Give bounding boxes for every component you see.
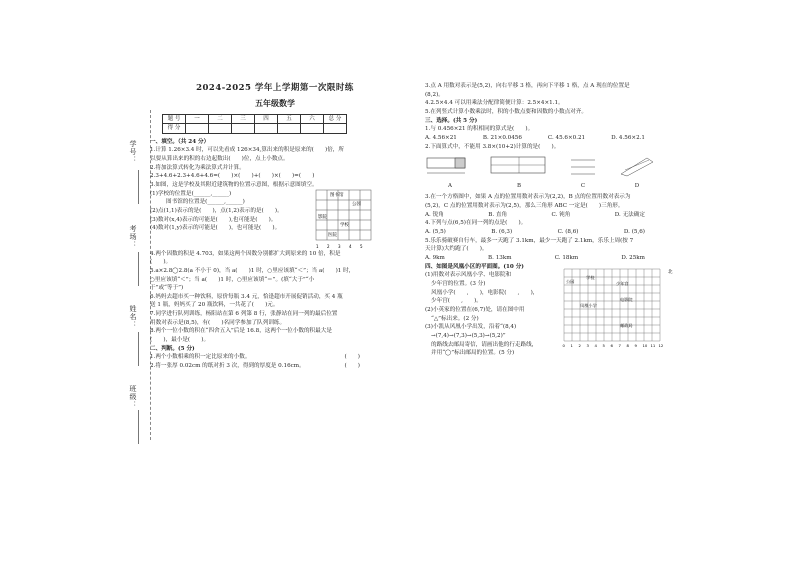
- north-arrow-label: 北: [668, 270, 673, 276]
- q3-part-1b: 图书馆的位置是(______,______): [166, 199, 245, 206]
- exam-title: 2024-2025 学年上学期第一次限时练: [196, 83, 354, 93]
- grid-axis-tick: 6: [610, 343, 613, 349]
- score-header-cell: 一: [186, 114, 209, 124]
- grid-axis-tick: 9: [634, 343, 637, 349]
- score-header-cell: 三: [232, 114, 255, 124]
- choice-1-option-a[interactable]: A. 4.56×21: [425, 134, 457, 141]
- section-choice: 三、选择。(共 5 分): [425, 117, 478, 124]
- question-4-cont: ( )。: [150, 259, 172, 266]
- map-axis-5: 5: [360, 243, 363, 249]
- map-hospital: 医院: [328, 232, 337, 238]
- q3-part-4: (4)数对(1,y)表示的可能是( )，也可能是( )。: [150, 225, 281, 232]
- choice-5-options: [425, 254, 675, 263]
- choice-4-option-c[interactable]: C. (8,6): [557, 229, 579, 236]
- map-axis-3: 3: [338, 243, 341, 249]
- map-library: 图书馆: [330, 192, 344, 198]
- judge-2-answer[interactable]: ( ): [344, 363, 360, 370]
- grid-axis-tick: 2: [578, 343, 581, 349]
- score-header-cell: 二: [209, 114, 232, 124]
- choice-5-option-b[interactable]: B. 13km: [488, 255, 512, 262]
- score-row-label: 得 分: [163, 124, 186, 134]
- score-cell[interactable]: [278, 124, 301, 134]
- judge-1-answer[interactable]: ( ): [344, 354, 360, 361]
- judge-3: 3.点 A 用数对表示是(5,2)，向右平移 3 格，再向下平移 1 格，点 A 现在的位置是: [425, 83, 630, 89]
- grid-axis-tick: 11: [650, 343, 656, 349]
- map-part-1d: 少年宫( , )。: [431, 298, 482, 305]
- left-column: [150, 82, 400, 371]
- figure-c-diagram: [563, 154, 603, 178]
- choice-1: 1.与 0.456×21 的积相同的算式是( )。: [425, 126, 534, 133]
- figure-b-label: B: [516, 182, 522, 189]
- score-cell[interactable]: [232, 124, 255, 134]
- name-label: 姓名：: [129, 305, 137, 329]
- judge-2: [150, 362, 400, 371]
- question-2: 2.将加法算式转化为乘法算式并计算。: [150, 164, 245, 171]
- score-cell[interactable]: [301, 124, 324, 134]
- choice-2-figure-d[interactable]: [617, 154, 657, 190]
- choice-3-option-a[interactable]: A. 锐角: [425, 211, 444, 218]
- grid-label-post-office: 邮政局: [620, 323, 633, 329]
- score-cell[interactable]: [255, 124, 278, 134]
- judge-3-cont: (8,2)。: [425, 91, 444, 98]
- map-part-1: (1)用数对表示风凰小学、电影院和: [425, 272, 512, 279]
- section-judge: 二、判断。(5 分): [150, 345, 195, 352]
- choice-1-options: [425, 134, 675, 143]
- score-header-cell: 四: [255, 114, 278, 124]
- figure-d-diagram: [617, 154, 657, 178]
- figure-a-label: A: [448, 182, 452, 189]
- choice-1-option-d[interactable]: D. 4.56×2.1: [611, 134, 645, 141]
- choice-5-option-a[interactable]: A. 9km: [425, 255, 445, 262]
- score-header-cell: 五: [278, 114, 301, 124]
- name-field[interactable]: [138, 332, 139, 366]
- grid-axis-tick: 0: [562, 343, 565, 349]
- grid-axis-tick: 8: [626, 343, 629, 349]
- choice-2: 2.下面算式中，不能用 3.8×(10+2)计算的是( )。: [425, 143, 560, 150]
- question-8-cont: ( )，最小是( )。: [150, 337, 210, 344]
- q3-part-2: (2)点(1,1)表示的是( )，点(1,2)表示的是( )。: [150, 207, 283, 214]
- choice-4-option-b[interactable]: B. (6,3): [491, 229, 513, 236]
- map-part-3c: 的路线去邮局寄信，请画出他的行走路线，: [431, 341, 538, 348]
- question-2-expr: 2.3+4.6+2.3+4.6+4.6=( )×( )+( )×( )=( ): [150, 173, 315, 180]
- question-3: 3.如图，这是学校及其附近建筑物的位置示意图，根据示意图填空。: [150, 181, 318, 188]
- grid-label-park: 公园: [566, 279, 575, 285]
- campus-map: [308, 186, 378, 252]
- section-fill-in: 一、填空。（共 24 分）: [150, 138, 210, 145]
- choice-3-cont: (5,2)，C 点的位置用数对表示为(2,5)，那么三角形 ABC 一定是( )三角形。: [425, 203, 624, 210]
- map-part-1c: 风凰小学( , )，电影院( , )，: [431, 289, 539, 296]
- choice-2-figure-b[interactable]: [489, 154, 549, 190]
- choice-2-figure-a[interactable]: [425, 154, 475, 190]
- question-5-cont2: 于”或“等于”): [150, 285, 184, 292]
- choice-3-options: [425, 211, 675, 220]
- question-7-cont: 用数对表示是(8,5)，有( )名同学参加了队列训练。: [150, 319, 286, 326]
- class-label: 班级：: [129, 385, 137, 409]
- right-column: [425, 82, 675, 361]
- grid-axis-tick: 1: [570, 343, 573, 349]
- map-part-3b: →(7,4)→(7,3)→(5,3)→(5,2)”: [431, 332, 506, 339]
- map-part-1b: 少年宫的位置。(3 分): [431, 280, 486, 287]
- choice-3-option-d[interactable]: D. 无法确定: [614, 211, 645, 218]
- class-field[interactable]: [138, 410, 139, 444]
- question-6: 6.妈妈去超市买一种饮料，原价每瓶 3.4 元，恰逢超市开展促销活动，买 4 瓶: [150, 293, 343, 300]
- exam-room-field[interactable]: [138, 252, 139, 286]
- choice-1-option-b[interactable]: B. 21×0.0456: [482, 134, 522, 141]
- choice-5-option-d[interactable]: D. 25km: [621, 255, 645, 262]
- question-1-cont: 以要从算出来的积的右边起数出( )位，点上小数点。: [150, 155, 289, 162]
- q3-part-1: (1)学校的位置是(______,______): [150, 190, 232, 197]
- choice-4: 4.下列与点(6,5)在同一列的点是( )。: [425, 220, 527, 227]
- map-axis-4: 4: [349, 243, 352, 249]
- choice-5: 5.乐乐骑破赛自行车，最多一天跑了 3.1km，最少一天跑了 2.1km，乐乐上周(按 7: [425, 237, 634, 244]
- judge-4: 4.2.5×4.4 可以用乘法分配律简便计算：2.5×4×1.1。: [425, 100, 564, 107]
- choice-3-option-c[interactable]: C. 钝角: [551, 211, 571, 218]
- question-6-cont: 送 1 瓶，妈妈买了 20 瓶饮料，一共花了( )元。: [150, 302, 279, 309]
- score-cell[interactable]: [324, 124, 347, 134]
- score-table: [162, 114, 347, 134]
- exam-room-label: 考场：: [129, 225, 137, 249]
- community-grid-map[interactable]: [560, 265, 678, 349]
- q3-part-3: (3)数对(x,4)表示的可能是( ),也可能是( )。: [150, 216, 277, 223]
- question-3-block: [150, 190, 400, 250]
- grid-label-cinema: 电影院: [620, 297, 633, 303]
- map-school: 学校: [340, 222, 349, 228]
- judge-1: [150, 353, 400, 362]
- map-part-3d: 并用“◯”标出邮局的位置。(5 分): [431, 350, 515, 357]
- choice-4-option-d[interactable]: D. (5,6): [623, 229, 645, 236]
- score-header-cell: 六: [301, 114, 324, 124]
- judge-2-text: 2.将一张厚 0.02cm 的纸对折 3 次，得到的厚度是 0.16cm。: [150, 363, 305, 370]
- judge-1-text: 1.两个小数相乘的积一定比原来的小数。: [150, 354, 251, 361]
- score-cell[interactable]: [186, 124, 209, 134]
- score-cell[interactable]: [209, 124, 232, 134]
- question-5: 5.a×2.8◯2.8(a 不小于 0)，当 a( )1 时，○里应该填“＜”；当 a( )1 时，: [150, 267, 355, 274]
- grid-label-youth-center: 少年宫: [616, 281, 629, 287]
- figure-b-diagram: [489, 154, 549, 178]
- section-map: 四、如图是风凰小区的平面图。(10 分): [425, 263, 524, 270]
- grid-label-phoenix-school: 凤凰小学: [580, 303, 597, 309]
- question-5-cont: ○里应该填“＜”；当 a( )1 时，○里应该填“＝”。(填“大于”“小: [150, 276, 315, 283]
- map-axis-1: 1: [316, 243, 319, 249]
- map-question-text: [425, 271, 560, 358]
- score-header-cell: 总 分: [324, 114, 347, 124]
- question-4: 4.两个因数的积是 4.703，如果这两个因数分别都扩大到原来的 10 倍，积是: [150, 250, 341, 257]
- grid-axis-tick: 3: [586, 343, 589, 349]
- choice-3: 3.在一个方格图中，如果 A 点的位置用数对表示为(2,2)，B 点的位置用数对表示为: [425, 194, 631, 201]
- question-7: 7.同学进行队列训练，杨阳站在第 6 列第 8 行，张静站在同一列的最后位置: [150, 311, 338, 318]
- student-id-label: 学号：: [129, 140, 137, 164]
- student-id-field[interactable]: [138, 170, 139, 204]
- exam-subtitle: 五年级数学: [255, 98, 295, 109]
- choice-5-cont: 天计算)大约跑了( )。: [425, 246, 488, 253]
- grid-label-school: 学校: [586, 275, 595, 281]
- map-park: 公园: [352, 201, 361, 207]
- choice-5-option-c[interactable]: C. 18km: [554, 255, 579, 262]
- choice-4-options: [425, 228, 675, 237]
- choice-1-option-c[interactable]: C. 45.6×0.21: [547, 134, 586, 141]
- grid-axis-tick: 5: [602, 343, 605, 349]
- choice-4-option-a[interactable]: A. (5,5): [425, 229, 446, 236]
- score-header-cell: 题 号: [163, 114, 186, 124]
- map-axis-2: 2: [327, 243, 330, 249]
- map-question-block: [425, 271, 675, 361]
- grid-axis-tick: 7: [618, 343, 621, 349]
- choice-3-option-b[interactable]: B. 直角: [488, 211, 508, 218]
- grid-axis-tick: 4: [594, 343, 597, 349]
- map-part-3: (3)小凯从风凰小学出发，沿着“(8,4): [425, 324, 517, 331]
- choice-2-figures: [425, 154, 675, 190]
- question-1: 1.计算 1.26×3.4 时，可以先看成 126×34,算出来的积是原来的( )倍，所: [150, 147, 344, 154]
- grid-axis-tick: 10: [642, 343, 648, 349]
- grid-axis-tick: 12: [658, 343, 664, 349]
- figure-a-diagram: [425, 154, 475, 178]
- map-part-2: (2)小英家的位置在(6,7)处，请在图中用: [425, 306, 525, 313]
- map-cinema: 影院: [318, 214, 327, 220]
- figure-c-label: C: [580, 182, 586, 189]
- question-8: 8.两个一位小数的积在“四舍五入”后是 16.8，这两个一位小数的积最大是: [150, 328, 332, 335]
- choice-2-figure-c[interactable]: [563, 154, 603, 190]
- judge-5: 5.在列竖式计算小数乘法时，积的小数点要和因数的小数点对齐。: [425, 108, 587, 115]
- figure-d-label: D: [634, 182, 640, 189]
- map-part-2b: “△”标出来。(2 分): [431, 315, 479, 322]
